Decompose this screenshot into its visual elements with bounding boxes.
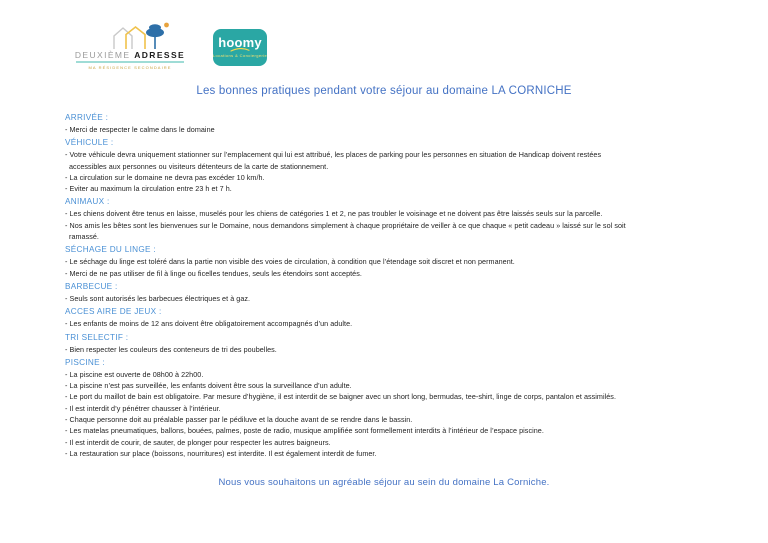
section-item-line: ramassé. bbox=[69, 232, 99, 242]
logo-hoomy bbox=[213, 29, 267, 66]
page-title: Les bonnes pratiques pendant votre séjour au domaine LA CORNICHE bbox=[196, 85, 572, 97]
section-item-line: - Merci de respecter le calme dans le domaine bbox=[65, 125, 215, 134]
logo-underline bbox=[76, 61, 184, 63]
section-heading: PISCINE : bbox=[65, 357, 106, 367]
section-item-line: - Nos amis les bêtes sont les bienvenues sur le Domaine, nous demandons simplement à chaque propriétaire de veiller à ce que chaque « petit cadeau » laissé sur le sol soit bbox=[65, 220, 626, 230]
section-item-line: - Il est interdit de courir, de sauter, de plonger pour respecter les autres baigneurs. bbox=[65, 437, 331, 447]
houses-and-tree-icon bbox=[108, 22, 170, 50]
house-outline-yellow-icon bbox=[126, 27, 145, 49]
section-heading: ARRIVÉE : bbox=[65, 113, 109, 122]
section-item-line: - Les enfants de moins de 12 ans doivent être obligatoirement accompagnés d’un adulte. bbox=[65, 319, 353, 329]
logo-name-part1: DEUXIÈME bbox=[74, 50, 131, 60]
section-item-line: - Eviter au maximum la circulation entre 23 h et 7 h. bbox=[65, 184, 232, 194]
section-item-line: - Votre véhicule devra uniquement stationner sur l’emplacement qui lui est attribué, les places de parking pour les personnes en situation de Handicap doivent restées bbox=[65, 150, 602, 160]
section-heading: VÉHICULE : bbox=[65, 138, 114, 148]
section-heading: TRI SELECTIF : bbox=[65, 332, 129, 342]
sections bbox=[65, 110, 725, 459]
section-item-line: - La piscine n’est pas surveillée, les enfants doivent être sous la surveillance d’un adulte. bbox=[65, 381, 352, 391]
section-item-line: - Il est interdit d’y pénétrer chausser à l’intérieur. bbox=[65, 403, 221, 413]
section-item-line: - Bien respecter les couleurs des conteneurs de tri des poubelles. bbox=[65, 344, 277, 354]
section-heading: BARBECUE : bbox=[65, 281, 118, 291]
logo-name-part2: ADRESSE bbox=[134, 50, 186, 60]
section-item-line: - La piscine est ouverte de 08h00 à 22h00. bbox=[65, 369, 204, 379]
section-heading: ANIMAUX : bbox=[65, 197, 110, 207]
section-heading: ACCES AIRE DE JEUX : bbox=[65, 307, 162, 317]
section-item-line: - Merci de ne pas utiliser de fil à linge ou ficelles tendues, seuls les étendoirs sont acceptés. bbox=[65, 268, 362, 278]
sun-dot-icon bbox=[164, 23, 169, 28]
section-heading: SÉCHAGE DU LINGE : bbox=[65, 245, 156, 255]
logo-deuxieme-adresse-tagline: MA RÉSIDENCE SECONDAIRE bbox=[88, 64, 172, 70]
tree-icon bbox=[146, 24, 164, 49]
logo-deuxieme-adresse bbox=[72, 22, 188, 70]
section-item-line: - Chaque personne doit au préalable passer par le pédiluve et la douche avant de se rendre dans le bassin. bbox=[65, 415, 413, 425]
hoomy-swoosh-icon bbox=[230, 48, 250, 52]
section-item-line: - Les chiens doivent être tenus en laisse, muselés pour les chiens de catégories 1 et 2, ne pas troubler le voisinage et ne doivent pas être laissés seuls sur la parcelle. bbox=[65, 209, 603, 219]
section-item-line: - Le port du maillot de bain est obligatoire. Par mesure d’hygiène, il est interdit de se baigner avec un short long, bermudas, tee-shirt, linge de corps, pantalon et assimilés. bbox=[65, 392, 617, 402]
section-item-line: - Le séchage du linge est toléré dans la partie non visible des voies de circulation, à condition que l’étendage soit discret et non permanent. bbox=[65, 257, 515, 267]
closing-line: Nous vous souhaitons un agréable séjour au sein du domaine La Corniche. bbox=[218, 477, 550, 488]
section-item-line: - La circulation sur le domaine ne devra pas excéder 10 km/h. bbox=[65, 172, 265, 182]
section-item-line: - La restauration sur place (boissons, nourritures) est interdite. Il est également interdit de fumer. bbox=[65, 448, 377, 458]
logo-hoomy-tagline: Locations & Conciergerie bbox=[212, 53, 268, 58]
section-item-line: - Les matelas pneumatiques, ballons, bouées, palmes, poste de radio, musique amplifiée sont formellement interdits à l’intérieur de l’espace piscine. bbox=[65, 426, 544, 436]
section-item-line: accessibles aux personnes ou visiteurs détenteurs de la carte de stationnement. bbox=[69, 161, 329, 171]
logo-deuxieme-adresse-name bbox=[75, 50, 185, 60]
logo-hoomy-name: hoomy bbox=[218, 35, 262, 50]
section-item-line: - Seuls sont autorisés les barbecues électriques et à gaz. bbox=[65, 293, 251, 303]
